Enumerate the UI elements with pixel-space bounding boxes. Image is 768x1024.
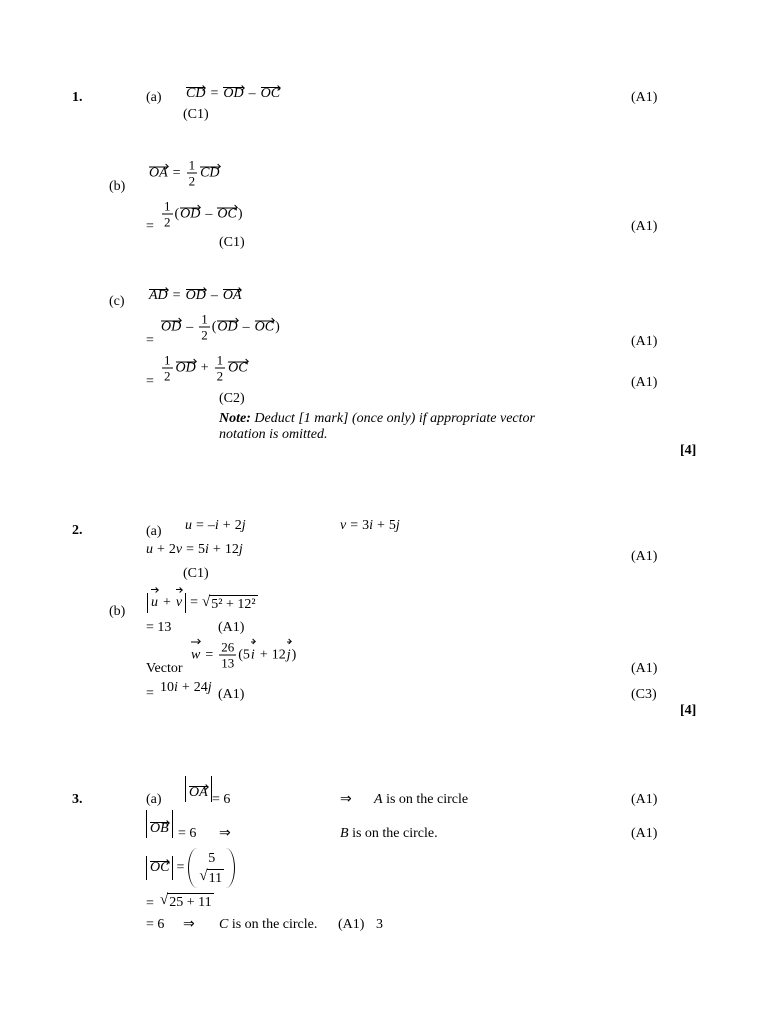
minus-sign: – bbox=[186, 319, 194, 334]
point-label: A bbox=[374, 792, 383, 807]
trailing-number: 3 bbox=[376, 917, 383, 932]
part-label: (b) bbox=[109, 604, 126, 619]
coefficient: 10 bbox=[160, 680, 174, 695]
plus-sign: + bbox=[222, 518, 231, 533]
unit-vector-j: j bbox=[395, 518, 400, 533]
variable-v: v bbox=[340, 518, 347, 533]
variable-u: u bbox=[185, 518, 192, 533]
plus-sign: + bbox=[163, 595, 171, 610]
accuracy-mark: (A1) bbox=[631, 792, 658, 807]
conclusion-c bbox=[219, 917, 317, 933]
accuracy-mark: (A1) bbox=[631, 826, 658, 841]
unit-vector-i: i bbox=[205, 542, 209, 557]
modulus-value: = 6 bbox=[146, 917, 165, 932]
plus-sign: + bbox=[157, 542, 165, 557]
part-label: (a) bbox=[146, 792, 162, 807]
q1c-equation-line2 bbox=[160, 313, 280, 342]
square-root bbox=[199, 868, 224, 886]
w-equation bbox=[190, 641, 296, 670]
modulus-value: = 6 bbox=[212, 792, 231, 807]
conclusion-b bbox=[340, 826, 438, 842]
open-paren: ( bbox=[238, 647, 243, 662]
fraction bbox=[199, 313, 210, 342]
implies-arrow: ⇒ bbox=[183, 917, 195, 932]
minus-sign: – bbox=[205, 206, 213, 221]
q1c-equation-line1 bbox=[148, 288, 242, 304]
modulus-bars bbox=[147, 593, 186, 613]
magnitude-root bbox=[160, 892, 214, 910]
unit-vector-i: i bbox=[250, 647, 255, 662]
accuracy-mark: (A1) bbox=[631, 334, 658, 349]
equals-sign: = bbox=[146, 686, 154, 701]
result-value: = 13 bbox=[146, 620, 172, 635]
radical-sign: √ bbox=[202, 594, 211, 610]
modulus-oc-equation bbox=[146, 848, 235, 888]
conclusion-text: is on the circle. bbox=[352, 826, 438, 841]
fraction-denominator: 2 bbox=[201, 327, 208, 343]
fraction-denominator: 2 bbox=[164, 214, 171, 230]
fraction-denominator: 13 bbox=[221, 655, 235, 671]
open-paren: ( bbox=[211, 319, 217, 334]
vector-term: OA bbox=[222, 288, 242, 303]
accuracy-mark: (A1) bbox=[338, 917, 365, 932]
vector-oa: OA bbox=[189, 785, 208, 800]
vector-term: OD bbox=[175, 360, 196, 375]
question-number: 2. bbox=[72, 523, 83, 538]
question-total: [4] bbox=[680, 703, 697, 718]
equals-sign: = bbox=[172, 165, 181, 180]
q1b-equation-line1 bbox=[148, 159, 221, 188]
question-number: 1. bbox=[72, 90, 83, 105]
plus-sign: + bbox=[259, 647, 268, 662]
plus-sign: + bbox=[181, 680, 190, 695]
part-label: (c) bbox=[109, 294, 125, 309]
vector-term: OC bbox=[260, 86, 281, 101]
implies-arrow: ⇒ bbox=[219, 826, 231, 841]
close-paren: ) bbox=[275, 319, 280, 334]
equals-sign: = bbox=[210, 86, 219, 101]
unit-vector-j: j bbox=[238, 542, 243, 557]
part-label: (a) bbox=[146, 90, 162, 105]
equals-sign: = bbox=[172, 288, 181, 303]
accuracy-mark: (A1) bbox=[631, 549, 658, 564]
accuracy-mark: (A1) bbox=[631, 90, 658, 105]
vector-term: OA bbox=[149, 165, 168, 180]
fraction bbox=[162, 200, 173, 229]
vector-sum bbox=[146, 542, 243, 558]
open-paren: ( bbox=[174, 206, 180, 221]
plus-sign: + bbox=[212, 542, 221, 557]
equals-sign: = bbox=[350, 518, 359, 533]
variable-u: u bbox=[146, 542, 153, 557]
fraction bbox=[162, 354, 173, 383]
part-label: (b) bbox=[109, 179, 126, 194]
coefficient: 5 bbox=[242, 647, 250, 662]
fraction-numerator: 1 bbox=[164, 198, 171, 214]
equals-sign: = bbox=[196, 518, 204, 533]
vector-u: u bbox=[151, 595, 158, 610]
part-label: (a) bbox=[146, 524, 162, 539]
fraction-numerator: 1 bbox=[201, 311, 208, 327]
vector-term: CD bbox=[186, 86, 206, 101]
coefficient: 2 bbox=[234, 518, 242, 533]
fraction-numerator: 1 bbox=[188, 157, 196, 173]
square-root bbox=[160, 892, 214, 910]
modulus-bars bbox=[146, 856, 173, 880]
radicand: 11 bbox=[208, 871, 223, 886]
variable-v: v bbox=[175, 542, 183, 557]
unit-vector-i: i bbox=[174, 680, 178, 695]
column-vector-top: 5 bbox=[208, 851, 216, 866]
fraction-denominator: 2 bbox=[164, 368, 171, 384]
question-number: 3. bbox=[72, 792, 83, 807]
conclusion-text: is on the circle bbox=[386, 792, 469, 807]
equals-sign: = bbox=[186, 542, 195, 557]
column-vector bbox=[188, 848, 235, 888]
accuracy-mark: (A1) bbox=[218, 687, 245, 702]
criterion-mark: (C1) bbox=[219, 235, 245, 250]
close-paren: ) bbox=[291, 647, 297, 662]
criterion-mark: (C1) bbox=[183, 107, 209, 122]
accuracy-mark: (A1) bbox=[631, 375, 658, 390]
accuracy-mark: (A1) bbox=[631, 661, 658, 676]
radical-sign: √ bbox=[160, 892, 169, 908]
fraction-numerator: 1 bbox=[216, 352, 224, 368]
plus-sign: + bbox=[377, 518, 385, 533]
unit-vector-j: j bbox=[286, 647, 291, 662]
vector-term: OD bbox=[180, 206, 201, 221]
point-label: B bbox=[340, 826, 349, 841]
equals-sign: = bbox=[146, 219, 154, 234]
criterion-mark: (C3) bbox=[631, 687, 657, 702]
vector-term: OC bbox=[228, 360, 248, 375]
unit-vector-j: j bbox=[241, 518, 246, 533]
equals-sign: = bbox=[146, 896, 154, 911]
coefficient: 2 bbox=[168, 542, 176, 557]
coefficient: 5 bbox=[198, 542, 206, 557]
implies-arrow: ⇒ bbox=[340, 792, 352, 807]
equals-sign: = bbox=[176, 860, 185, 875]
q1a-equation bbox=[185, 86, 281, 102]
vector-term: OC bbox=[217, 206, 237, 221]
radical-sign: √ bbox=[199, 868, 208, 884]
unit-vector-j: j bbox=[207, 680, 212, 695]
fraction bbox=[215, 354, 226, 383]
minus-sign: – bbox=[248, 86, 256, 101]
unit-vector-i: i bbox=[214, 518, 219, 533]
equals-sign: = bbox=[205, 647, 214, 662]
u-definition bbox=[185, 518, 246, 534]
accuracy-mark: (A1) bbox=[218, 620, 245, 635]
note-label: Note: bbox=[219, 411, 251, 426]
vector-term: AD bbox=[149, 288, 168, 303]
vector-term: OD bbox=[161, 319, 182, 334]
coefficient: 12 bbox=[271, 647, 286, 662]
fraction bbox=[187, 159, 198, 188]
marking-note bbox=[219, 411, 559, 443]
point-label: C bbox=[219, 917, 229, 932]
coefficient: 5 bbox=[388, 518, 396, 533]
fraction bbox=[219, 641, 236, 670]
modulus-value: = 6 bbox=[178, 826, 197, 841]
question-total: [4] bbox=[680, 443, 697, 458]
vector-ob: OB bbox=[150, 821, 169, 836]
coefficient: 3 bbox=[362, 518, 370, 533]
note-text: Deduct [1 mark] (once only) if appropriate vector notation is omitted. bbox=[219, 411, 535, 442]
equals-sign: = bbox=[146, 333, 154, 348]
accuracy-mark: (A1) bbox=[631, 219, 658, 234]
vector-v: v bbox=[175, 595, 183, 610]
equals-sign: = bbox=[146, 374, 154, 389]
close-paren: ) bbox=[237, 206, 243, 221]
vector-w: w bbox=[191, 647, 201, 662]
vector-term: OC bbox=[254, 319, 275, 334]
vector-term: OD bbox=[223, 86, 244, 101]
plus-sign: + bbox=[200, 360, 209, 375]
fraction-denominator: 2 bbox=[216, 368, 224, 384]
fraction-denominator: 2 bbox=[188, 173, 196, 189]
modulus-oa bbox=[185, 776, 212, 802]
minus-sign: – bbox=[242, 319, 250, 334]
modulus-equation bbox=[147, 593, 258, 613]
vector-term: CD bbox=[200, 165, 220, 180]
square-root bbox=[202, 594, 258, 612]
equals-sign: = bbox=[190, 595, 199, 610]
fraction-numerator: 26 bbox=[221, 639, 235, 655]
vector-result bbox=[160, 680, 212, 696]
vector-oc: OC bbox=[150, 860, 170, 875]
conclusion-a bbox=[374, 792, 468, 808]
coefficient: 24 bbox=[193, 680, 208, 695]
unit-vector-i: i bbox=[369, 518, 374, 533]
q1c-equation-line3 bbox=[160, 354, 249, 383]
v-definition bbox=[340, 518, 400, 534]
minus-sign: – bbox=[207, 518, 215, 533]
coefficient: 12 bbox=[224, 542, 239, 557]
fraction-numerator: 1 bbox=[164, 352, 171, 368]
vector-term: OD bbox=[185, 288, 206, 303]
criterion-mark: (C2) bbox=[219, 391, 245, 406]
radicand: 25 + 11 bbox=[169, 895, 212, 910]
q1b-equation-line2 bbox=[160, 200, 243, 229]
criterion-mark: (C1) bbox=[183, 566, 209, 581]
minus-sign: – bbox=[210, 288, 218, 303]
radicand: 5² + 12² bbox=[211, 597, 256, 612]
vector-term: OD bbox=[217, 319, 238, 334]
modulus-ob bbox=[146, 810, 173, 838]
vector-label: Vector bbox=[146, 661, 183, 676]
conclusion-text: is on the circle. bbox=[231, 917, 318, 932]
